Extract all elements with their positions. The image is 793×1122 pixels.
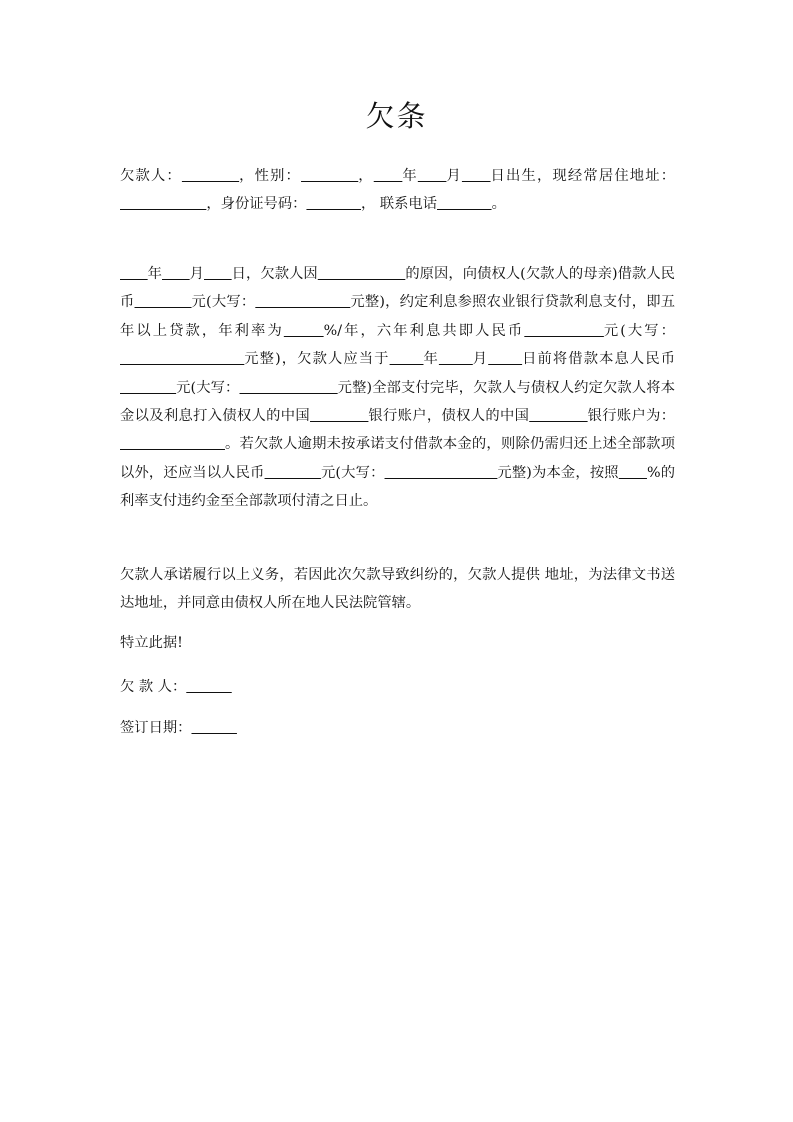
text: 的原因，向债权人(欠款人的母亲)借款人民币	[120, 266, 675, 311]
blank-creditor-bank	[529, 408, 587, 424]
text: 元整)，约定利息参照农业银行贷款利息支付，即五年以上贷款，年利率为	[120, 294, 676, 339]
text: %的利率支付违约金至全部款项付清之日止。	[120, 464, 676, 510]
text: 年	[423, 351, 439, 368]
blank-reason	[318, 266, 406, 282]
blank-due-year	[390, 351, 424, 367]
blank-year	[120, 266, 148, 282]
blank-birth-month	[418, 168, 447, 184]
blank-account-number	[120, 436, 225, 452]
sign-date-line	[120, 714, 237, 742]
blank-phone	[437, 196, 492, 212]
blank-amount	[135, 294, 192, 310]
text: 。若欠款人逾期未按承诺支付借款本金的，则除仍需归还上述全部款项以外，还应当以人民币	[120, 436, 675, 481]
text: 元整)全部支付完毕，欠款人与债权人约定欠款人将本金以及利息打入债权人的中国	[120, 379, 676, 425]
blank-gender	[301, 168, 358, 184]
text: 。	[491, 196, 506, 213]
blank-debtor-signature	[186, 679, 231, 695]
blank-name	[182, 168, 239, 184]
blank-due-day	[488, 351, 522, 367]
text: 欠款人：	[120, 168, 182, 184]
text: 银行账户为：	[587, 408, 675, 425]
blank-bank	[310, 408, 368, 424]
blank-total-upper	[240, 380, 338, 396]
text: 年	[147, 266, 162, 282]
paragraph-loan-terms	[120, 260, 675, 516]
blank-penalty-principal-upper	[385, 465, 498, 481]
blank-penalty-principal	[265, 465, 321, 481]
text: 银行账户，债权人的中国	[368, 408, 530, 425]
blank-amount-upper	[255, 294, 350, 310]
text: 日，欠款人因	[231, 266, 318, 282]
blank-birth-year	[374, 168, 403, 184]
date-label: 签订日期：	[120, 720, 192, 736]
blank-penalty-rate	[619, 465, 647, 481]
blank-birth-day	[462, 168, 491, 184]
text: 元(大写：	[176, 379, 240, 396]
text: 月	[472, 351, 489, 368]
text: 月	[446, 168, 462, 184]
text: ，身份证号码：	[206, 196, 307, 213]
text: ，性别：	[239, 168, 302, 184]
text: 元整)为本金，按照	[497, 464, 619, 481]
debtor-label: 欠 款 人：	[120, 679, 187, 695]
text: ，	[358, 168, 374, 184]
blank-interest	[524, 323, 604, 339]
text: 月	[189, 266, 204, 282]
text: 元(大写：	[320, 464, 385, 481]
debtor-signature-line	[120, 673, 232, 701]
text: 元(大写：	[603, 322, 675, 339]
blank-rate	[284, 323, 324, 339]
paragraph-debtor-info	[120, 162, 675, 219]
text: 元(大写：	[191, 294, 256, 311]
blank-total	[120, 380, 176, 396]
document-title: 欠条	[365, 99, 428, 133]
blank-interest-upper	[120, 351, 244, 367]
blank-month	[162, 266, 190, 282]
text: 元整)，欠款人应当于	[244, 351, 390, 368]
blank-due-month	[439, 351, 473, 367]
text: 日前将借款本息人民币	[522, 351, 676, 368]
paragraph-statement: 特立此据!	[120, 635, 183, 651]
text: 日出生，现经常居住地址：	[490, 168, 676, 184]
text: %/年，六年利息共即人民币	[323, 322, 525, 339]
text: ， 联系电话	[360, 196, 438, 213]
blank-sign-date	[191, 720, 236, 736]
text: 年	[402, 168, 418, 184]
paragraph-jurisdiction: 欠款人承诺履行以上义务，若因此次欠款导致纠纷的，欠款人提供 地址，为法律文书送达地址，并同意由债权人所在地人民法院管辖。	[120, 567, 675, 612]
blank-day	[204, 266, 232, 282]
blank-address	[120, 196, 206, 212]
blank-id-number	[306, 196, 361, 212]
